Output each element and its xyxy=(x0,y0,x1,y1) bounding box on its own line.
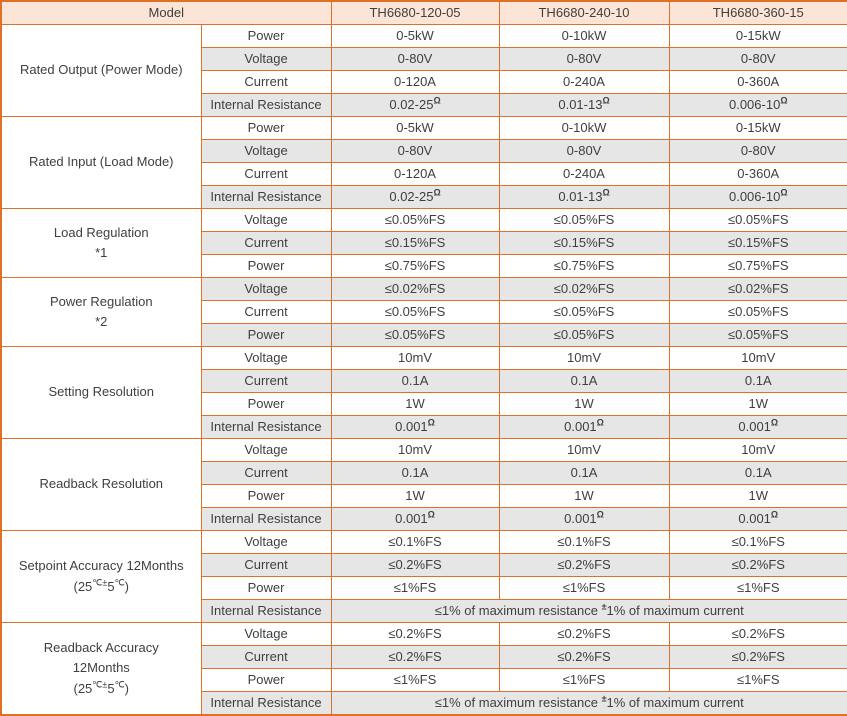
model-column-2: TH6680-240-10 xyxy=(499,1,669,25)
value-cell: ≤0.1%FS xyxy=(669,531,847,554)
value-cell: $0.001^\Omega$ xyxy=(669,508,847,531)
value-cell: ≤0.15%FS xyxy=(331,232,499,255)
value-cell: ≤0.05%FS xyxy=(669,209,847,232)
param-label-power: Power xyxy=(201,117,331,140)
param-label-current: Current xyxy=(201,462,331,485)
param-label-power: Power xyxy=(201,669,331,692)
group-label-readback-resolution xyxy=(1,439,201,531)
param-label-power: Power xyxy=(201,485,331,508)
value-cell: 0-80V xyxy=(331,140,499,163)
value-cell: 10mV xyxy=(331,347,499,370)
value-cell: 10mV xyxy=(669,439,847,462)
value-cell: ≤0.2%FS xyxy=(669,623,847,646)
group-label-line: Load Regulation xyxy=(53,224,149,240)
group-label-rated-input xyxy=(1,117,201,209)
value-cell: 10mV xyxy=(669,347,847,370)
value-cell-span: ≤1% of maximum resistance ±1% of maximum current xyxy=(331,692,847,716)
param-label-voltage: Voltage xyxy=(201,623,331,646)
param-label-power: Power xyxy=(201,255,331,278)
param-label-internal-resistance: Internal Resistance xyxy=(201,416,331,439)
group-label-line: (25℃±5℃) xyxy=(73,679,130,696)
param-label-internal-resistance: Internal Resistance xyxy=(201,692,331,716)
value-cell: 1W xyxy=(669,485,847,508)
value-cell: 1W xyxy=(669,393,847,416)
group-label-power-regulation xyxy=(1,278,201,347)
value-cell: 1W xyxy=(499,485,669,508)
param-label-voltage: Voltage xyxy=(201,48,331,71)
value-cell: $0.001^\Omega$ xyxy=(331,416,499,439)
value-cell: ≤0.05%FS xyxy=(499,301,669,324)
value-cell: ≤0.2%FS xyxy=(331,646,499,669)
value-cell: 1W xyxy=(331,393,499,416)
value-cell: 0.1A xyxy=(499,370,669,393)
group-label-line: Readback Accuracy xyxy=(43,640,159,656)
value-cell: 0-15kW xyxy=(669,117,847,140)
value-cell: 0-240A xyxy=(499,163,669,186)
model-header-cell: Model xyxy=(1,1,331,25)
param-label-current: Current xyxy=(201,232,331,255)
spec-table-body xyxy=(1,25,847,716)
table-row xyxy=(1,531,847,554)
value-cell: 10mV xyxy=(499,439,669,462)
value-cell: 0-360A xyxy=(669,71,847,94)
value-cell: ≤0.2%FS xyxy=(669,646,847,669)
param-label-internal-resistance: Internal Resistance xyxy=(201,94,331,117)
value-cell: ≤0.02%FS xyxy=(669,278,847,301)
value-cell: ≤1%FS xyxy=(331,577,499,600)
value-cell: 0-240A xyxy=(499,71,669,94)
model-column-3: TH6680-360-15 xyxy=(669,1,847,25)
value-cell: 0-10kW xyxy=(499,117,669,140)
value-cell: 0-5kW xyxy=(331,117,499,140)
value-cell: 0.1A xyxy=(669,370,847,393)
value-cell: ≤1%FS xyxy=(499,577,669,600)
value-cell: $0.001^\Omega$ xyxy=(499,508,669,531)
value-cell: ≤0.2%FS xyxy=(669,554,847,577)
group-label-rated-output xyxy=(1,25,201,117)
value-cell: 0-80V xyxy=(499,140,669,163)
value-cell: 0-15kW xyxy=(669,25,847,48)
value-cell: $0.006-10^\Omega$ xyxy=(669,94,847,117)
value-cell: 0-10kW xyxy=(499,25,669,48)
value-cell: 0-80V xyxy=(669,140,847,163)
value-cell: ≤0.05%FS xyxy=(331,209,499,232)
param-label-power: Power xyxy=(201,25,331,48)
value-cell: ≤1%FS xyxy=(669,577,847,600)
value-cell: ≤1%FS xyxy=(331,669,499,692)
table-row xyxy=(1,347,847,370)
value-cell: ≤0.75%FS xyxy=(331,255,499,278)
value-cell: ≤0.05%FS xyxy=(669,301,847,324)
value-cell: ≤0.1%FS xyxy=(499,531,669,554)
value-cell: ≤0.2%FS xyxy=(499,623,669,646)
value-cell: ≤0.15%FS xyxy=(499,232,669,255)
value-cell: ≤1%FS xyxy=(669,669,847,692)
value-cell: ≤0.02%FS xyxy=(331,278,499,301)
group-label-setting-resolution xyxy=(1,347,201,439)
value-cell: $0.001^\Omega$ xyxy=(499,416,669,439)
param-label-current: Current xyxy=(201,554,331,577)
value-cell: $0.006-10^\Omega$ xyxy=(669,186,847,209)
value-cell-span: ≤1% of maximum resistance ±1% of maximum current xyxy=(331,600,847,623)
value-cell: 0-120A xyxy=(331,71,499,94)
value-cell: $0.001^\Omega$ xyxy=(669,416,847,439)
value-cell: ≤0.05%FS xyxy=(331,324,499,347)
param-label-internal-resistance: Internal Resistance xyxy=(201,186,331,209)
param-label-voltage: Voltage xyxy=(201,209,331,232)
value-cell: 0-120A xyxy=(331,163,499,186)
group-label-line: Setting Resolution xyxy=(48,384,154,400)
value-cell: ≤0.05%FS xyxy=(499,209,669,232)
value-cell: ≤0.75%FS xyxy=(499,255,669,278)
param-label-current: Current xyxy=(201,71,331,94)
group-label-line: Power Regulation xyxy=(49,293,153,309)
param-label-voltage: Voltage xyxy=(201,140,331,163)
value-cell: ≤0.05%FS xyxy=(669,324,847,347)
value-cell: ≤0.2%FS xyxy=(331,554,499,577)
value-cell: 0-80V xyxy=(669,48,847,71)
param-label-current: Current xyxy=(201,163,331,186)
group-label-line: Readback Resolution xyxy=(39,476,164,492)
value-cell: 0-360A xyxy=(669,163,847,186)
value-cell: 1W xyxy=(499,393,669,416)
param-label-voltage: Voltage xyxy=(201,531,331,554)
group-label-line: *2 xyxy=(95,314,108,329)
value-cell: ≤1%FS xyxy=(499,669,669,692)
value-cell: 10mV xyxy=(499,347,669,370)
param-label-voltage: Voltage xyxy=(201,439,331,462)
param-label-voltage: Voltage xyxy=(201,347,331,370)
value-cell: ≤0.05%FS xyxy=(499,324,669,347)
group-label-line: *1 xyxy=(95,245,108,260)
param-label-internal-resistance: Internal Resistance xyxy=(201,508,331,531)
table-row xyxy=(1,439,847,462)
value-cell: $0.01-13^\Omega$ xyxy=(499,186,669,209)
value-cell: 0.1A xyxy=(499,462,669,485)
value-cell: $0.001^\Omega$ xyxy=(331,508,499,531)
value-cell: ≤0.1%FS xyxy=(331,531,499,554)
value-cell: 0-5kW xyxy=(331,25,499,48)
param-label-voltage: Voltage xyxy=(201,278,331,301)
group-label-line: Setpoint Accuracy 12Months xyxy=(18,558,184,574)
header-row xyxy=(1,1,847,25)
table-row xyxy=(1,25,847,48)
value-cell: 0.1A xyxy=(331,370,499,393)
value-cell: 0.1A xyxy=(331,462,499,485)
value-cell: ≤0.15%FS xyxy=(669,232,847,255)
value-cell: 1W xyxy=(331,485,499,508)
group-label-load-regulation xyxy=(1,209,201,278)
table-row xyxy=(1,278,847,301)
param-label-power: Power xyxy=(201,577,331,600)
value-cell: 10mV xyxy=(331,439,499,462)
table-row xyxy=(1,209,847,232)
value-cell: $0.02-25^\Omega$ xyxy=(331,186,499,209)
param-label-internal-resistance: Internal Resistance xyxy=(201,600,331,623)
table-row xyxy=(1,623,847,646)
param-label-power: Power xyxy=(201,393,331,416)
value-cell: 0.1A xyxy=(669,462,847,485)
value-cell: ≤0.2%FS xyxy=(331,623,499,646)
param-label-current: Current xyxy=(201,646,331,669)
value-cell: ≤0.2%FS xyxy=(499,554,669,577)
value-cell: $0.01-13^\Omega$ xyxy=(499,94,669,117)
value-cell: ≤0.05%FS xyxy=(331,301,499,324)
value-cell: ≤0.2%FS xyxy=(499,646,669,669)
table-row xyxy=(1,117,847,140)
value-cell: ≤0.02%FS xyxy=(499,278,669,301)
group-label-readback-accuracy xyxy=(1,623,201,716)
group-label-line: (25℃±5℃) xyxy=(73,577,130,594)
value-cell: $0.02-25^\Omega$ xyxy=(331,94,499,117)
value-cell: ≤0.75%FS xyxy=(669,255,847,278)
value-cell: 0-80V xyxy=(331,48,499,71)
param-label-power: Power xyxy=(201,324,331,347)
group-label-line: 12Months xyxy=(72,660,130,676)
spec-table-header xyxy=(1,1,847,25)
model-column-1: TH6680-120-05 xyxy=(331,1,499,25)
param-label-current: Current xyxy=(201,370,331,393)
group-label-setpoint-accuracy xyxy=(1,531,201,623)
group-label-line: Rated Input (Load Mode) xyxy=(28,154,174,170)
group-label-line: Rated Output (Power Mode) xyxy=(19,62,183,78)
param-label-current: Current xyxy=(201,301,331,324)
value-cell: 0-80V xyxy=(499,48,669,71)
